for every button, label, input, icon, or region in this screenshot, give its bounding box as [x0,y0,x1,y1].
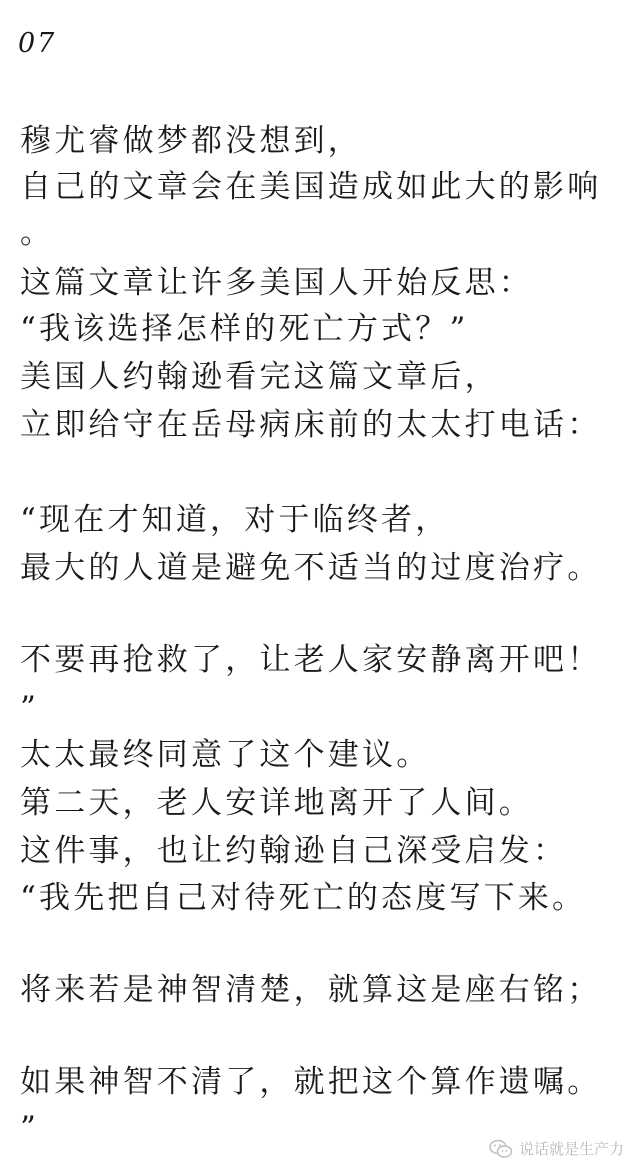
watermark [489,1139,624,1159]
text-line: “我先把自己对待死亡的态度写下来。 [20,880,587,916]
text-line: 第二天，老人安详地离开了人间。 [20,785,533,821]
text-line: ” [20,690,40,726]
watermark-text: 说话就是生产力 [518,1140,624,1158]
text-line: 穆尤睿做梦都没想到， [20,123,362,159]
text-line: 。 [20,215,55,251]
text-line: 这件事，也让约翰逊自己深受启发： [20,833,568,869]
text-line: “现在才知道，对于临终者， [20,502,450,538]
text-line: “我该选择怎样的死亡方式？” [20,311,469,347]
text-line: 不要再抢救了，让老人家安静离开吧！ [20,642,602,678]
text-line: ” [20,1110,40,1146]
wechat-icon [489,1139,513,1159]
page-number: 07 [18,28,57,59]
text-line: 最大的人道是避免不适当的过度治疗。 [20,550,602,586]
text-line: 美国人约翰逊看完这篇文章后， [20,359,499,395]
text-line: 立即给守在岳母病床前的太太打电话： [20,407,602,443]
text-line: 这篇文章让许多美国人开始反思： [20,265,533,301]
text-line: 太太最终同意了这个建议。 [20,737,431,773]
text-line: 如果神智不清了，就把这个算作遗嘱。 [20,1064,602,1100]
text-line: 将来若是神智清楚，就算这是座右铭； [20,972,602,1008]
text-line: 自己的文章会在美国造成如此大的影响 [20,169,602,205]
